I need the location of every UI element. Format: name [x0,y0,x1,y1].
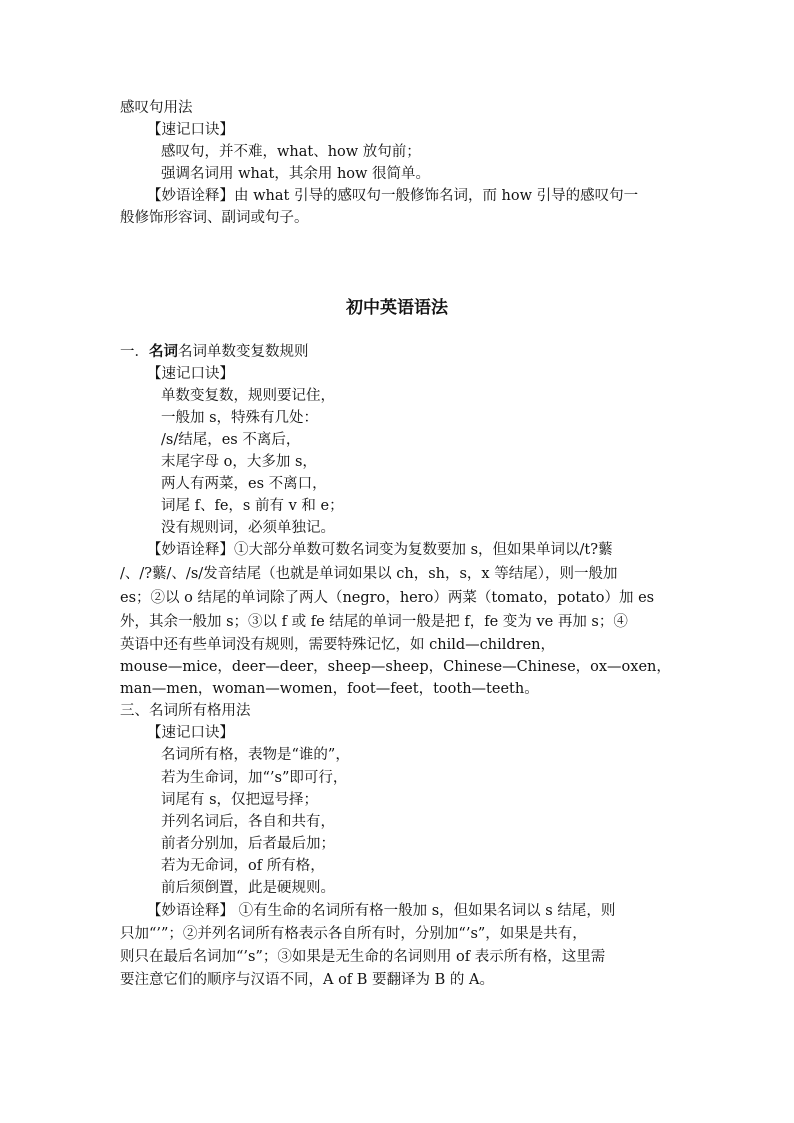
explain-line: 则只在最后名词加“’s”；③如果是无生命的名词则用 of 表示所有格，这里需 [120,949,606,965]
mnemonic-label: 【速记口诀】 [147,122,234,138]
explain-line: 般修饰形容词、副词或句子。 [120,210,309,226]
section-heading-plural [120,341,309,363]
mnemonic-line: 末尾字母 o，大多加 s， [161,454,317,470]
explain-text: ①大部分单数可数名词变为复数要加 s，但如果单词以/t?蘩 [234,542,613,558]
explain-label: 【妙语诠释】 [147,542,234,558]
mnemonic-line: 前者分别加，后者最后加； [161,836,335,852]
mnemonic-line: 词尾 f、fe，s 前有 v 和 e； [161,498,344,514]
mnemonic-label: 【速记口诀】 [147,725,234,741]
explain-text: 由 what 引导的感叹句一般修饰名词，而 how 引导的感叹句一 [234,188,639,204]
explain-line: 外，其余一般加 s；③以 f 或 fe 结尾的单词一般是把 f，fe 变为 ve 再加 s；④ [120,614,628,630]
explain-paragraph [147,539,613,561]
mnemonic-line: 感叹句，并不难，what、how 放句前； [161,144,421,160]
page-title: 初中英语语法 [346,298,448,318]
explain-line: 要注意它们的顺序与汉语不同，A of B 要翻译为 B 的 A。 [120,972,495,988]
mnemonic-line: /s/结尾，es 不离后， [161,432,301,448]
mnemonic-line: 没有规则词，必须单独记。 [161,520,335,536]
mnemonic-line: 并列名词后，各自和共有， [161,814,335,830]
section-heading-exclamation: 感叹句用法 [120,100,193,116]
explain-label: 【妙语诠释】 [147,188,234,204]
mnemonic-line: 名词所有格，表物是“谁的”， [161,747,350,763]
heading-number: 一． [120,344,149,360]
section-heading-possessive: 三、名词所有格用法 [120,703,251,719]
explain-line: man—men，woman—women，foot—feet，tooth—teeth。 [120,681,539,697]
mnemonic-label: 【速记口诀】 [147,366,234,382]
mnemonic-line: 一般加 s，特殊有几处： [161,410,319,426]
explain-line: /、/?蘩/、/s/发音结尾（也就是单词如果以 ch，sh，s，x 等结尾），则一般加 [120,566,618,582]
explain-paragraph [147,900,615,922]
mnemonic-line: 两人有两菜，es 不离口， [161,476,327,492]
explain-paragraph [147,185,638,207]
explain-label: 【妙语诠释】 [147,903,234,919]
mnemonic-line: 词尾有 s，仅把逗号择； [161,792,319,808]
explain-line: mouse—mice，deer—deer，sheep—sheep，Chinese—Chinese，ox—oxen， [120,659,671,675]
explain-line: es；②以 o 结尾的单词除了两人（negro，hero）两菜（tomato，potato）加 es [120,590,655,606]
heading-bold: 名词 [149,343,178,360]
mnemonic-line: 强调名词用 what，其余用 how 很简单。 [161,166,431,182]
mnemonic-line: 前后须倒置，此是硬规则。 [161,880,335,896]
mnemonic-line: 单数变复数，规则要记住， [161,388,335,404]
heading-text: 名词单数变复数规则 [178,344,309,360]
explain-line: 英语中还有些单词没有规则，需要特殊记忆，如 child—children， [120,637,555,653]
explain-line: 只加“’”；②并列名词所有格表示各自所有时，分别加“’s”，如果是共有， [120,926,587,942]
explain-text: ①有生命的名词所有格一般加 s，但如果名词以 s 结尾，则 [234,903,616,919]
mnemonic-line: 若为生命词，加“’s”即可行， [161,770,348,786]
mnemonic-line: 若为无命词，of 所有格， [161,858,325,874]
